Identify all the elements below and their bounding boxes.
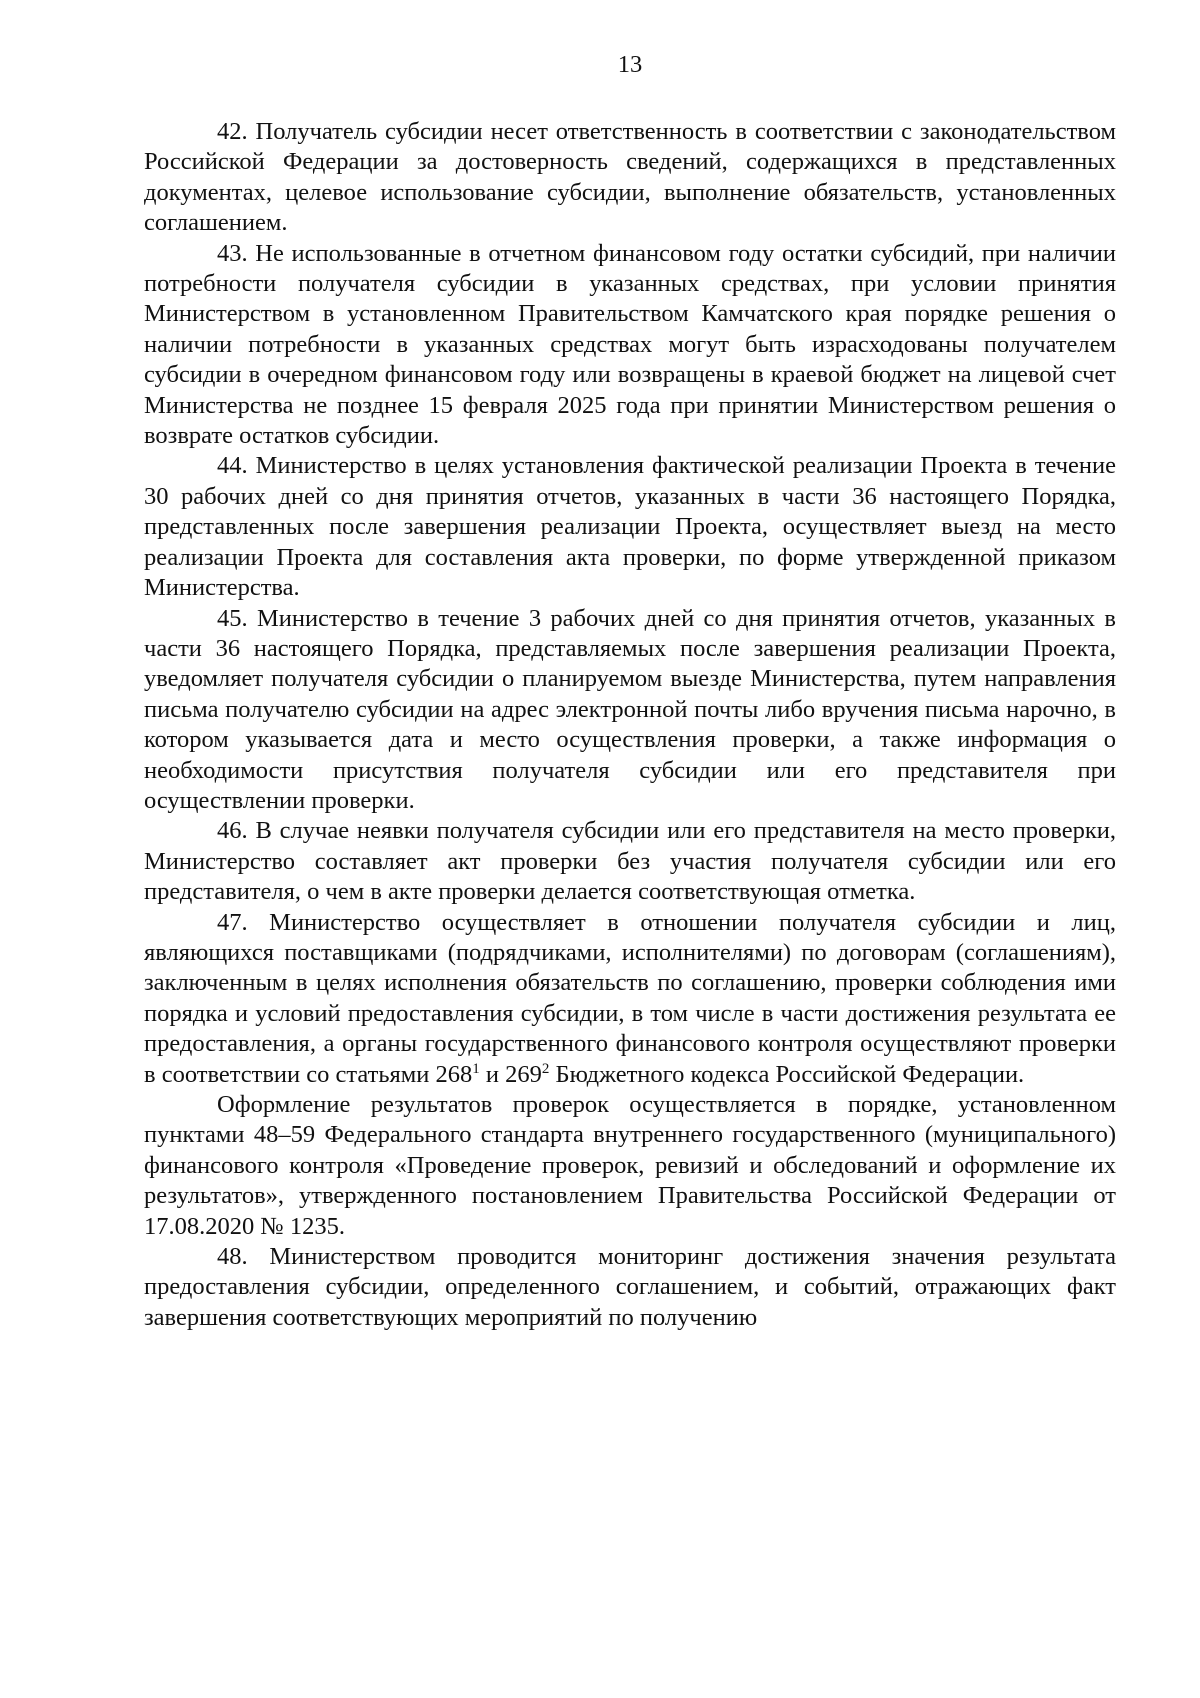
paragraph-47-part-a: 47. Министерство осуществляет в отношении получателя субсидии и лиц, являющихся поставщиками (подрядчиками, исполнителями) по договорам (соглашениям), заключенным в целях исполнения обязательств по соглашению, проверки соблюдения ими порядка и условий предоставления субсидии, в том числе в части достижения результата ее предоставления, а органы государственного финансового контроля осуществляют проверки в соответствии со статьями 268 <box>144 908 1116 1088</box>
superscript-2: 2 <box>541 1060 550 1077</box>
paragraph-46: 46. В случае неявки получателя субсидии или его представителя на место проверки, Министерство составляет акт проверки без участия получателя субсидии или его представителя, о чем в акте проверки делается соответствующая отметка. <box>144 817 1116 906</box>
paragraph-47 <box>144 908 1116 1090</box>
paragraph-47-part-c: Бюджетного кодекса Российской Федерации. <box>549 1060 1025 1088</box>
paragraph-43: 43. Не использованные в отчетном финансовом году остатки субсидий, при наличии потребности получателя субсидии в указанных средствах, при условии принятия Министерством в установленном Правительством Камчатского края порядке решения о наличии потребности в указанных средствах могут быть израсходованы получателем субсидии в очередном финансовом году или возвращены в краевой бюджет на лицевой счет Министерства не позднее 15 февраля 2025 года при принятии Министерством решения о возврате остатков субсидии. <box>144 239 1116 450</box>
superscript-1: 1 <box>472 1060 480 1077</box>
paragraph-48: 48. Министерством проводится мониторинг достижения значения результата предоставления субсидии, определенного соглашением, и событий, отражающих факт завершения соответствующих мероприятий по получению <box>144 1243 1116 1331</box>
paragraph-42: 42. Получатель субсидии несет ответственность в соответствии с законодательством Российской Федерации за достоверность сведений, содержащихся в представленных документах, целевое использование субсидии, выполнение обязательств, установленных соглашением. <box>144 118 1116 237</box>
paragraph-inspection-results: Оформление результатов проверок осуществляется в порядке, установленном пунктами 48–59 Федерального стандарта внутреннего государственного (муниципального) финансового контроля «Проведение проверок, ревизий и обследований и оформление их результатов», утвержденного постановлением Правительства Российской Федерации от 17.08.2020 № 1235. <box>144 1091 1116 1240</box>
paragraph-44: 44. Министерство в целях установления фактической реализации Проекта в течение 30 рабочих дней со дня принятия отчетов, указанных в части 36 настоящего Порядка, представленных после завершения реализации Проекта, осуществляет выезд на место реализации Проекта для составления акта проверки, по форме утвержденной приказом Министерства. <box>144 452 1116 602</box>
page-number: 13 <box>617 51 643 78</box>
paragraph-45: 45. Министерство в течение 3 рабочих дней со дня принятия отчетов, указанных в части 36 настоящего Порядка, представляемых после завершения реализации Проекта, уведомляет получателя субсидии о планируемом выезде Министерства, путем направления письма получателю субсидии на адрес электронной почты либо вручения письма нарочно, в котором указывается дата и место осуществления проверки, а также информация о необходимости присутствия получателя субсидии или его представителя при осуществлении проверки. <box>144 604 1116 814</box>
paragraph-47-part-b: и 269 <box>479 1060 542 1088</box>
